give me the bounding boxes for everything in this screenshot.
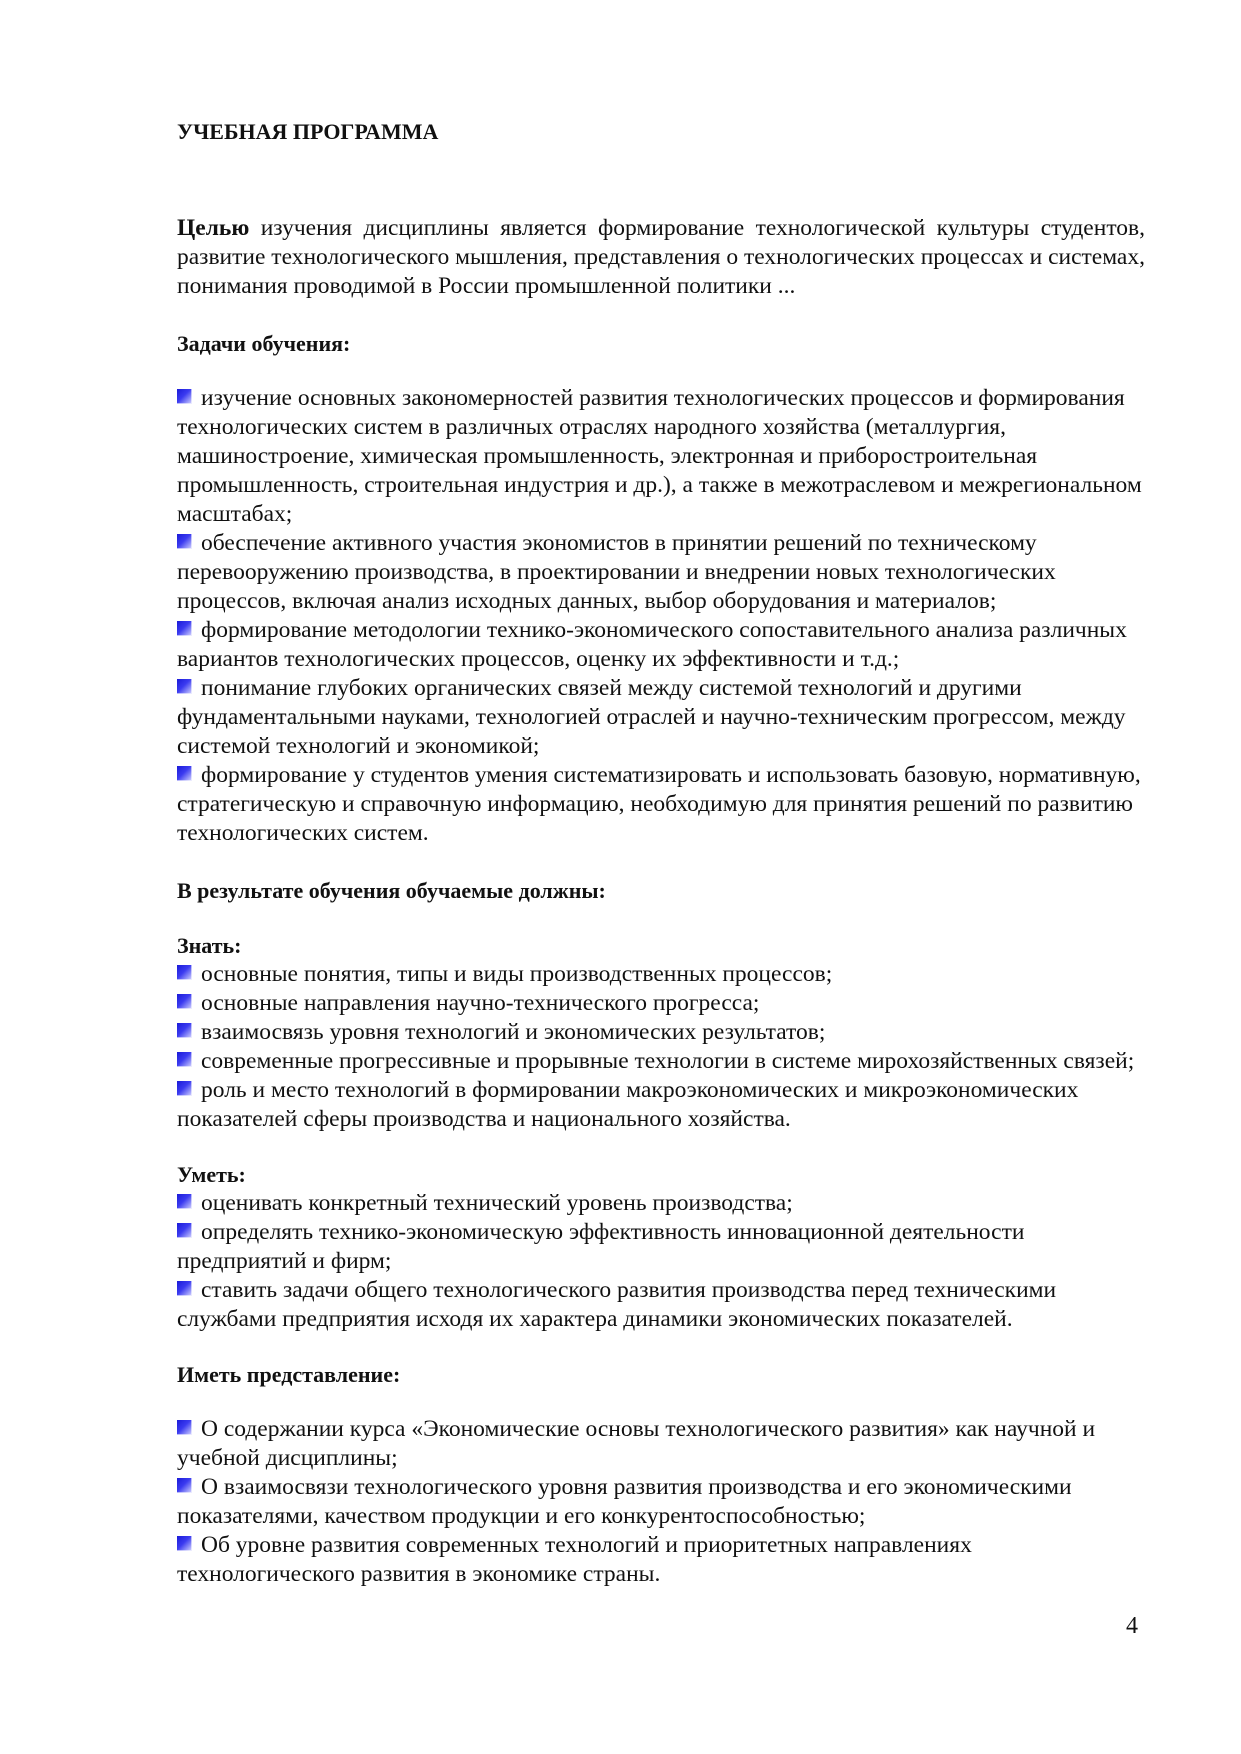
list-item xyxy=(177,529,1145,616)
list-item xyxy=(177,1047,1145,1076)
blue-square-bullet-icon xyxy=(177,965,192,980)
know-list xyxy=(177,960,1145,1134)
list-item xyxy=(177,384,1145,529)
can-list xyxy=(177,1189,1145,1334)
list-item xyxy=(177,960,1145,989)
blue-square-bullet-icon xyxy=(177,621,192,636)
blue-square-bullet-icon xyxy=(177,994,192,1009)
list-item-text: формирование у студентов умения систематизировать и использовать базовую, нормативную, стратегическую и справочную информацию, необходимую для принятия решений по развитию технологических систем. xyxy=(177,762,1141,846)
list-item-text: О взаимосвязи технологического уровня развития производства и его экономическими показателями, качеством продукции и его конкурентоспособностью; xyxy=(177,1474,1072,1529)
blue-square-bullet-icon xyxy=(177,766,192,781)
list-item xyxy=(177,989,1145,1018)
document-page xyxy=(177,118,1145,1589)
list-item-text: О содержании курса «Экономические основы технологического развития» как научной и учебной дисциплины; xyxy=(177,1416,1096,1471)
blue-square-bullet-icon xyxy=(177,1052,192,1067)
list-item-text: основные направления научно-технического прогресса; xyxy=(201,990,760,1016)
idea-heading: Иметь представление: xyxy=(177,1362,401,1387)
blue-square-bullet-icon xyxy=(177,1223,192,1238)
list-item xyxy=(177,1018,1145,1047)
page-number: 4 xyxy=(1126,1613,1138,1639)
list-item-text: Об уровне развития современных технологий и приоритетных направлениях технологического развития в экономике страны. xyxy=(177,1532,972,1587)
blue-square-bullet-icon xyxy=(177,1536,192,1551)
list-item xyxy=(177,1473,1145,1531)
list-item-text: изучение основных закономерностей развития технологических процессов и формирования технологических систем в различных отраслях народного хозяйства (металлургия, машиностроение, химическая промышленность, электронная и приборостроительная промышленность, строительная индустрия и др.), а также в межотраслевом и межрегиональном масштабах; xyxy=(177,385,1142,527)
can-heading: Уметь: xyxy=(177,1162,246,1187)
list-item-text: оценивать конкретный технический уровень производства; xyxy=(201,1190,793,1216)
blue-square-bullet-icon xyxy=(177,1281,192,1296)
list-item xyxy=(177,761,1145,848)
list-item xyxy=(177,1531,1145,1589)
goal-lead: Целью xyxy=(177,215,250,241)
list-item-text: определять технико-экономическую эффективность инновационной деятельности предприятий и фирм; xyxy=(177,1219,1025,1274)
goal-paragraph xyxy=(177,214,1145,301)
blue-square-bullet-icon xyxy=(177,1478,192,1493)
blue-square-bullet-icon xyxy=(177,534,192,549)
list-item xyxy=(177,674,1145,761)
blue-square-bullet-icon xyxy=(177,1023,192,1038)
list-item-text: понимание глубоких органических связей между системой технологий и другими фундаментальными науками, технологией отраслей и научно-техническим прогрессом, между системой технологий и экономикой; xyxy=(177,675,1126,759)
blue-square-bullet-icon xyxy=(177,1081,192,1096)
blue-square-bullet-icon xyxy=(177,1194,192,1209)
tasks-heading: Задачи обучения: xyxy=(177,331,351,356)
list-item-text: основные понятия, типы и виды производственных процессов; xyxy=(201,961,833,987)
blue-square-bullet-icon xyxy=(177,389,192,404)
list-item-text: ставить задачи общего технологического развития производства перед техническими службами предприятия исходя их характера динамики экономических показателей. xyxy=(177,1277,1057,1332)
list-item-text: взаимосвязь уровня технологий и экономических результатов; xyxy=(201,1019,826,1045)
list-item-text: обеспечение активного участия экономистов в принятии решений по техническому перевооружению производства, в проектировании и внедрении новых технологических процессов, включая анализ исходных данных, выбор оборудования и материалов; xyxy=(177,530,1056,614)
list-item xyxy=(177,1218,1145,1276)
page-title: УЧЕБНАЯ ПРОГРАММА xyxy=(177,119,439,144)
blue-square-bullet-icon xyxy=(177,1420,192,1435)
result-heading: В результате обучения обучаемые должны: xyxy=(177,878,606,903)
list-item xyxy=(177,616,1145,674)
tasks-list xyxy=(177,384,1145,848)
list-item xyxy=(177,1415,1145,1473)
list-item xyxy=(177,1076,1145,1134)
goal-text: изучения дисциплины является формирование технологической культуры студентов, развитие технологического мышления, представления о технологических процессах и системах, понимания проводимой в России промышленной политики ... xyxy=(177,215,1145,299)
list-item-text: формирование методологии технико-экономического сопоставительного анализа различных вариантов технологических процессов, оценку их эффективности и т.д.; xyxy=(177,617,1127,672)
know-heading: Знать: xyxy=(177,933,242,958)
blue-square-bullet-icon xyxy=(177,679,192,694)
list-item-text: роль и место технологий в формировании макроэкономических и микроэкономических показателей сферы производства и национального хозяйства. xyxy=(177,1077,1079,1132)
list-item xyxy=(177,1276,1145,1334)
list-item-text: современные прогрессивные и прорывные технологии в системе мирохозяйственных связей; xyxy=(201,1048,1135,1074)
idea-list xyxy=(177,1415,1145,1589)
list-item xyxy=(177,1189,1145,1218)
